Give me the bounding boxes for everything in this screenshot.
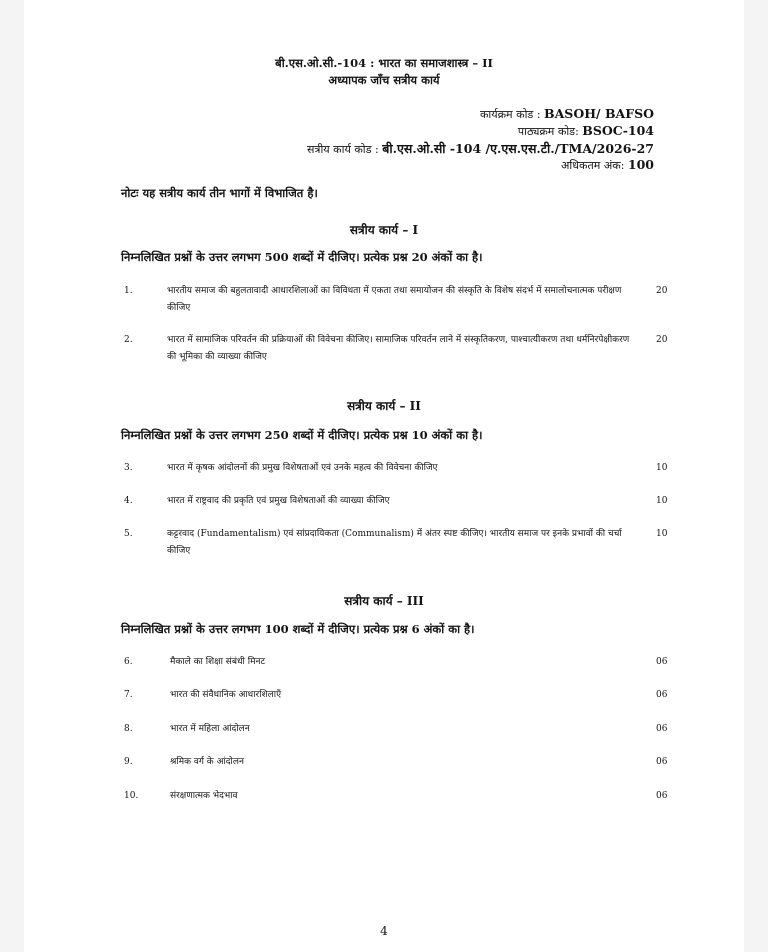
document-page <box>24 0 744 952</box>
question-marks: 20 <box>656 286 668 296</box>
question-marks: 06 <box>656 791 668 801</box>
assignment-code <box>307 140 654 157</box>
course-code-label: पाठ्यक्रम कोड: <box>517 125 579 138</box>
question-text: मैकाले का शिक्षा संबंधी मिनट <box>170 657 265 667</box>
question-marks: 10 <box>656 496 668 506</box>
programme-code-label: कार्यक्रम कोड : <box>479 108 541 121</box>
question-marks: 06 <box>656 757 668 767</box>
question-number: 2. <box>124 335 133 345</box>
question-text: भारत में कृषक आंदोलनों की प्रमुख विशेषताओं एवं उनके महत्व की विवेचना कीजिए <box>167 463 438 473</box>
question-number: 3. <box>124 463 133 473</box>
question-text: श्रमिक वर्ग के आंदोलन <box>170 757 244 767</box>
max-marks-label: अधिकतम अंक: <box>561 159 625 172</box>
section-title: सत्रीय कार्य – III <box>344 594 424 608</box>
question-text: भारतीय समाज की बहुलतावादी आधारशिलाओं का विविधता में एकता तथा समायोजन की संस्कृति के विशेष संदर्भ में समालोचनात्मक परीक्षण कीजिए <box>167 286 622 313</box>
question-number: 5. <box>124 529 133 539</box>
question-number: 4. <box>124 496 133 506</box>
section-title: सत्रीय कार्य – II <box>347 399 421 413</box>
question-number: 10. <box>124 791 139 801</box>
question-text: संरक्षणात्मक भेदभाव <box>170 791 238 801</box>
question-number: 9. <box>124 757 133 767</box>
question-text: भारत में सामाजिक परिवर्तन की प्रक्रियाओं की विवेचना कीजिए। सामाजिक परिवर्तन लाने में संस्कृतिकरण, पाश्चात्यीकरण तथा धर्मनिरपेक्षीकरण की भूमिका की व्याख्या कीजिए <box>167 335 630 362</box>
question-marks: 20 <box>656 335 668 345</box>
question-text: भारत में महिला आंदोलन <box>170 724 250 734</box>
section-instruction: निम्नलिखित प्रश्नों के उत्तर लगभग 500 शब्दों में दीजिए। प्रत्येक प्रश्न 20 अंकों का है। <box>121 250 483 264</box>
question-number: 8. <box>124 724 133 734</box>
question-text: भारत में राष्ट्रवाद की प्रकृति एवं प्रमुख विशेषताओं की व्याख्या कीजिए <box>167 496 390 506</box>
max-marks-value: 100 <box>627 157 654 172</box>
course-code-value: BSOC-104 <box>582 123 654 138</box>
assignment-code-value: बी.एस.ओ.सी -104 /ए.एस.एस.टी./TMA/2026-27 <box>382 141 654 156</box>
question-marks: 06 <box>656 690 668 700</box>
note-text: नोटः यह सत्रीय कार्य तीन भागों में विभाजित है। <box>121 186 318 200</box>
programme-code-value: BASOH/ BAFSO <box>544 106 654 121</box>
question-marks: 06 <box>656 724 668 734</box>
question-text: भारत की संवैधानिक आधारशिलाएँ <box>170 690 282 700</box>
question-number: 1. <box>124 286 133 296</box>
section-instruction: निम्नलिखित प्रश्नों के उत्तर लगभग 100 शब्दों में दीजिए। प्रत्येक प्रश्न 6 अंकों का है। <box>121 622 475 636</box>
programme-code <box>480 106 654 122</box>
section-title: सत्रीय कार्य – I <box>349 223 419 237</box>
max-marks <box>561 157 654 173</box>
course-code <box>518 123 654 139</box>
assignment-subtitle: अध्यापक जाँच सत्रीय कार्य <box>328 73 440 87</box>
page-number: 4 <box>380 924 388 938</box>
question-marks: 06 <box>656 657 668 667</box>
question-text: कट्टरवाद (Fundamentalism) एवं सांप्रदायिकता (Communalism) में अंतर स्पष्ट कीजिए। भारतीय समाज पर इनके प्रभावों की चर्चा कीजिए <box>167 529 622 556</box>
section-instruction: निम्नलिखित प्रश्नों के उत्तर लगभग 250 शब्दों में दीजिए। प्रत्येक प्रश्न 10 अंकों का है। <box>121 428 483 442</box>
question-number: 6. <box>124 657 133 667</box>
question-marks: 10 <box>656 463 668 473</box>
question-marks: 10 <box>656 529 668 539</box>
course-title: बी.एस.ओ.सी.-104 : भारत का समाजशास्त्र – II <box>275 56 493 70</box>
assignment-code-label: सत्रीय कार्य कोड : <box>306 143 379 156</box>
question-number: 7. <box>124 690 133 700</box>
